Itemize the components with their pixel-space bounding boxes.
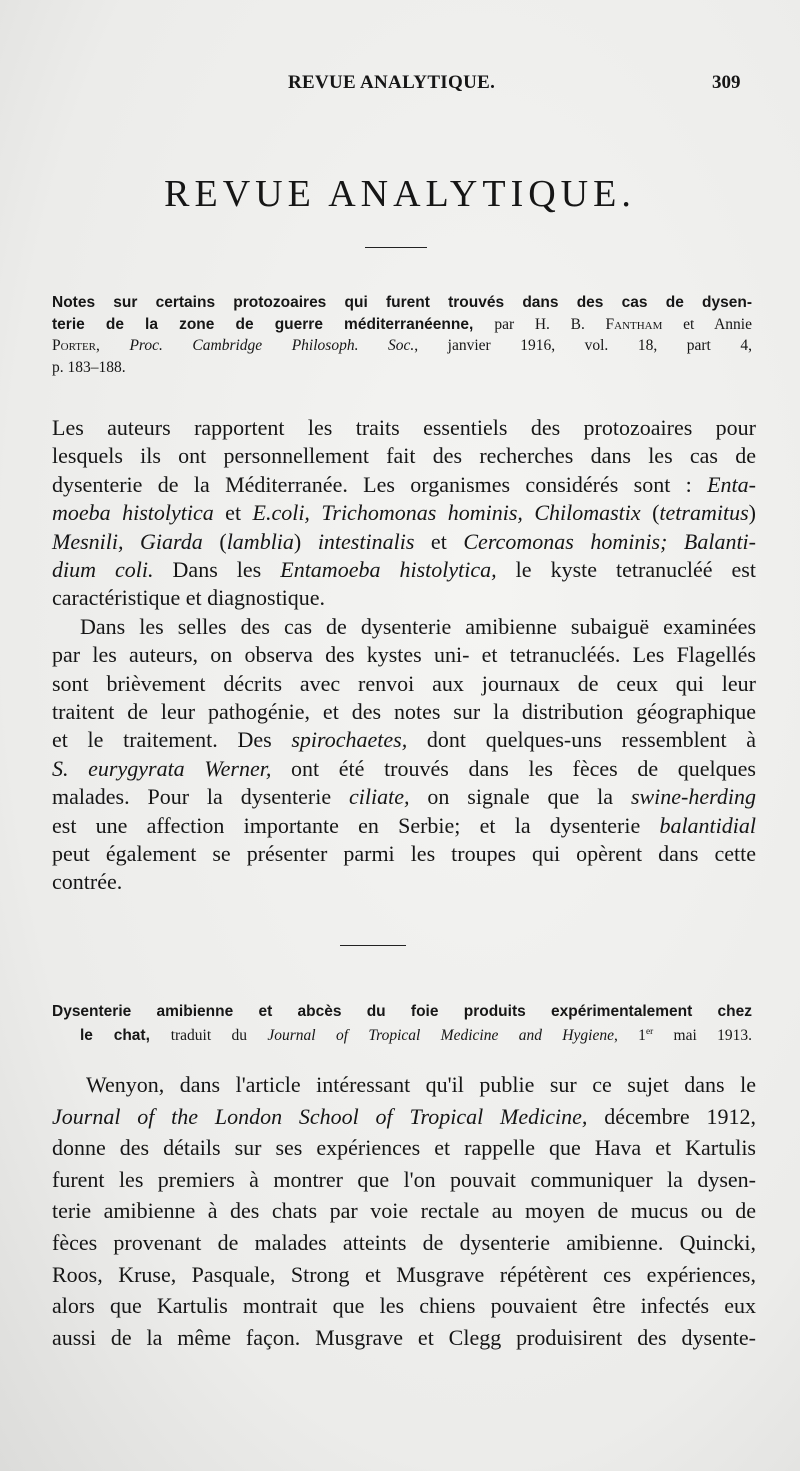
paragraph-line (80, 614, 756, 640)
paragraph-text: malades. Pour la dysenterie (52, 784, 350, 809)
paragraph-text: dysenterie de la Méditerranée. Les organismes considérés sont : (52, 472, 708, 497)
paragraph-text: et le traitement. Des (52, 727, 292, 752)
paragraph-text: Wenyon, dans l'article intéressant qu'il publie sur ce sujet dans le (86, 1072, 756, 1097)
paragraph-text: fèces provenant de malades atteints de dysenterie amibienne. Quincki, (52, 1230, 756, 1255)
article-heading-text: terie de la zone de guerre méditerranéenne, (52, 316, 495, 333)
article-heading-text: Porter (52, 337, 97, 354)
paragraph-line (52, 1325, 756, 1351)
paragraph-line (52, 1104, 756, 1130)
article-heading-text: , (96, 337, 130, 354)
paragraph-line (52, 557, 756, 583)
title-rule (365, 247, 427, 248)
paragraph-text: ont été trouvés dans les fèces de quelques (271, 756, 756, 781)
paragraph-text: Roos, Kruse, Pasquale, Strong et Musgrave répétèrent ces expériences, (52, 1262, 756, 1287)
paragraph-line (52, 784, 756, 810)
paragraph-text: Entamoeba histolytica, (280, 557, 497, 582)
paragraph-line (52, 727, 756, 753)
paragraph-text: Journal of the London School of Tropical Medicine, (52, 1104, 588, 1129)
paragraph-text: par les auteurs, on observa des kystes uni- et tetranucléés. Les Flagellés (52, 642, 756, 667)
paragraph-text: alors que Kartulis montrait que les chiens pouvaient être infectés eux (52, 1293, 756, 1318)
paragraph-text: lamblia (226, 529, 294, 554)
article-heading-text: , janvier 1916, vol. 18, part 4, (414, 337, 753, 354)
paragraph-text: lesquels ils ont personnellement fait des recherches dans les cas de (52, 443, 756, 468)
paragraph-line (52, 756, 756, 782)
paragraph-text: E.coli, Trichomonas hominis, Chilomastix (252, 500, 641, 525)
page-number: 309 (712, 72, 741, 93)
paragraph-text: Enta- (707, 472, 756, 497)
paragraph-text: ciliate, (349, 784, 410, 809)
paragraph-text: et (213, 500, 253, 525)
article-heading-line (52, 316, 752, 334)
article-heading-text: Fantham (605, 316, 663, 333)
paragraph-text: moeba histolytica (52, 500, 214, 525)
paragraph-line (52, 472, 756, 498)
paragraph-text: décembre 1912, (587, 1104, 756, 1129)
paragraph-text: Dans les selles des cas de dysenterie amibienne subaiguë examinées (80, 614, 756, 639)
paragraph-text: terie amibienne à des chats par voie rectale au moyen de mucus ou de (52, 1198, 756, 1223)
paragraph-line (52, 671, 756, 697)
article-heading-text: mai 1913. (653, 1027, 753, 1045)
paragraph-line (52, 1198, 756, 1224)
article-heading-line (52, 337, 752, 355)
paragraph-line (86, 1072, 756, 1098)
paragraph-line (52, 500, 756, 526)
paragraph-line (52, 699, 756, 725)
paragraph-text: aussi de la même façon. Musgrave et Clegg produisirent des dysente- (52, 1325, 756, 1350)
article-heading-line (52, 1003, 752, 1021)
paragraph-text: Mesnili, Giarda (52, 529, 203, 554)
paragraph-text: ) (293, 529, 318, 554)
paragraph-text: caractéristique et diagnostique. (52, 585, 326, 610)
article-heading-text: Dysenterie amibienne et abcès du foie produits expérimentalement chez (52, 1003, 752, 1020)
article-heading-text: le chat, (80, 1027, 171, 1045)
paragraph-line (52, 1293, 756, 1319)
paragraph-text: tetramitus (659, 500, 749, 525)
paragraph-text: et (414, 529, 464, 554)
paragraph-text: balantidial (659, 813, 756, 838)
article-heading-text: par H. B. (494, 316, 606, 333)
paragraph-text: ( (640, 500, 660, 525)
paragraph-text: peut également se présenter parmi les troupes qui opèrent dans cette (52, 841, 756, 866)
paragraph-line (52, 813, 756, 839)
section-rule (340, 945, 406, 946)
paragraph-text: contrée. (52, 869, 123, 894)
article-heading-line (80, 1027, 752, 1045)
paragraph-line (52, 841, 756, 867)
paragraph-line (52, 1135, 756, 1161)
paragraph-text: Les auteurs rapportent les traits essentiels des protozoaires pour (52, 415, 756, 440)
paragraph-text: le kyste tetranucléé est (496, 557, 756, 582)
paragraph-text: sont brièvement décrits avec renvoi aux journaux de ceux qui leur (52, 671, 756, 696)
article-heading-text: er (645, 1027, 654, 1037)
paragraph-text: intestinalis (317, 529, 415, 554)
paragraph-line (52, 869, 756, 895)
paragraph-text: Cercomonas hominis; Balanti- (463, 529, 756, 554)
paragraph-text: Dans les (153, 557, 281, 582)
paragraph-text: traitent de leur pathogénie, et des notes sur la distribution géographique (52, 699, 756, 724)
article-heading-line (52, 359, 752, 377)
paragraph-line (52, 642, 756, 668)
running-head (0, 72, 800, 102)
article-heading-text: p. 183–188. (52, 359, 126, 376)
paragraph-text: furent les premiers à montrer que l'on pouvait communiquer la dysen- (52, 1167, 756, 1192)
paragraph-text: on signale que la (409, 784, 631, 809)
article-heading-text: Proc. Cambridge Philosoph. Soc. (129, 337, 415, 354)
paragraph-line (52, 585, 756, 611)
paragraph-text: S. eurygyrata Werner, (52, 756, 272, 781)
paragraph-line (52, 529, 756, 555)
paragraph-line (52, 415, 756, 441)
paragraph-text: spirochaetes, (291, 727, 408, 752)
article-heading-text: , 1 (613, 1027, 646, 1045)
article-heading-text: Notes sur certains protozoaires qui furent trouvés dans des cas de dysen- (52, 294, 752, 311)
running-title: REVUE ANALYTIQUE. (288, 72, 496, 93)
paragraph-line (52, 1167, 756, 1193)
main-title: REVUE ANALYTIQUE. (164, 173, 636, 215)
paragraph-line (52, 1230, 756, 1256)
paragraph-text: ) (748, 500, 756, 525)
article-heading-text: traduit du (170, 1027, 268, 1045)
paragraph-line (52, 1262, 756, 1288)
paragraph-text: est une affection importante en Serbie; et la dysenterie (52, 813, 660, 838)
paragraph-text: swine-herding (630, 784, 756, 809)
paragraph-text: dont quelques-uns ressemblent à (407, 727, 756, 752)
paragraph-text: dium coli. (52, 557, 154, 582)
paragraph-text: donne des détails sur ses expériences et rappelle que Hava et Kartulis (52, 1135, 756, 1160)
paragraph-text: ( (202, 529, 227, 554)
article-heading-line (52, 294, 752, 312)
paragraph-line (52, 443, 756, 469)
article-heading-text: et Annie (662, 316, 752, 333)
article-heading-text: Journal of Tropical Medicine and Hygiene (267, 1027, 614, 1045)
